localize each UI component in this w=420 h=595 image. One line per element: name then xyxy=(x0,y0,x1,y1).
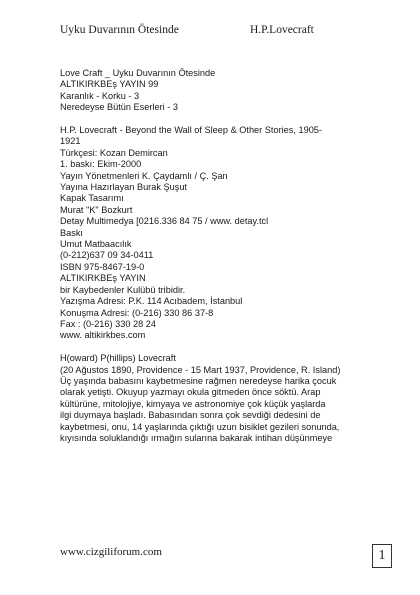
text-line: Baskı xyxy=(60,227,83,238)
text-line: ALTIKIRKBEş YAYIN 99 xyxy=(60,79,159,90)
text-line: Neredeyse Bütün Eserleri - 3 xyxy=(60,102,178,113)
text-line: Yayına Hazırlayan Burak Şuşut xyxy=(60,182,187,193)
header-author: H.P.Lovecraft xyxy=(250,24,314,36)
text-line: ilgi duymaya başladı. Babasından sonra çok sevdiği dedesini de xyxy=(60,410,321,421)
text-line: H(oward) P(hillips) Lovecraft xyxy=(60,353,176,364)
text-line: kıyısında soluklandığı ırmağın sularına bakarak intihan düşünmeye xyxy=(60,432,333,443)
header-book-title: Uyku Duvarının Ötesinde xyxy=(60,24,179,36)
text-line: Umut Matbaacılık xyxy=(60,239,132,250)
text-line: (0-212)637 09 34-0411 xyxy=(60,250,154,261)
text-line: olarak yetişti. Okuyup yazmayı okula gitmeden önce söktü. Arap xyxy=(60,387,321,398)
text-line: 1921 xyxy=(60,136,81,147)
text-line: Kapak Tasarımı xyxy=(60,193,124,204)
text-line: www. altikirkbes.com xyxy=(60,330,146,341)
text-line: Fax : (0-216) 330 28 24 xyxy=(60,318,157,329)
text-line: kaybetmesi, onu, 14 yaşlarında çıktığı uzun bisiklet gezileri sonunda, xyxy=(60,421,340,432)
text-line: (20 Ağustos 1890, Providence - 15 Mart 1937, Providence, R. Island) xyxy=(60,364,341,375)
text-line: Murat "K" Bozkurt xyxy=(60,204,133,215)
footer-website-link[interactable]: www.cizgiliforum.com xyxy=(60,546,162,558)
text-line: kültürüne, mitolojiye, kimyaya ve astronomiye çok küçük yaşlarda xyxy=(60,398,326,409)
text-block-1 xyxy=(60,68,360,114)
text-line: Detay Multimedya [0216.336 84 75 / www. detay.tcl xyxy=(60,216,269,227)
text-line: H.P. Lovecraft - Beyond the Wall of Sleep & Other Stories, 1905- xyxy=(60,125,322,136)
page-number: 1 xyxy=(372,544,392,568)
text-block-2 xyxy=(60,125,360,342)
text-block-3 xyxy=(60,353,360,444)
text-line: Yayın Yönetmenleri K. Çaydamlı / Ç. Şan xyxy=(60,170,228,181)
text-line: 1. baskı: Ekim-2000 xyxy=(60,159,142,170)
text-line: ISBN 975-8467-19-0 xyxy=(60,261,145,272)
document-body xyxy=(60,68,360,456)
text-line: Yazışma Adresi: P.K. 114 Acıbadem, İstanbul xyxy=(60,296,243,307)
text-line: ALTIKIRKBEş YAYIN xyxy=(60,273,146,284)
text-line: bir Kaybedenler Kulübü tribidir. xyxy=(60,284,186,295)
text-line: Love Craft _ Uyku Duvarının Ötesinde xyxy=(60,68,216,78)
text-line: Karanlık - Korku - 3 xyxy=(60,90,140,101)
text-line: Üç yaşında babasını kaybetmesine rağmen neredeyse harika çocuk xyxy=(60,375,337,386)
text-line: Konuşma Adresi: (0-216) 330 86 37-8 xyxy=(60,307,214,318)
text-line: Türkçesi: Kozan Demircan xyxy=(60,147,168,158)
